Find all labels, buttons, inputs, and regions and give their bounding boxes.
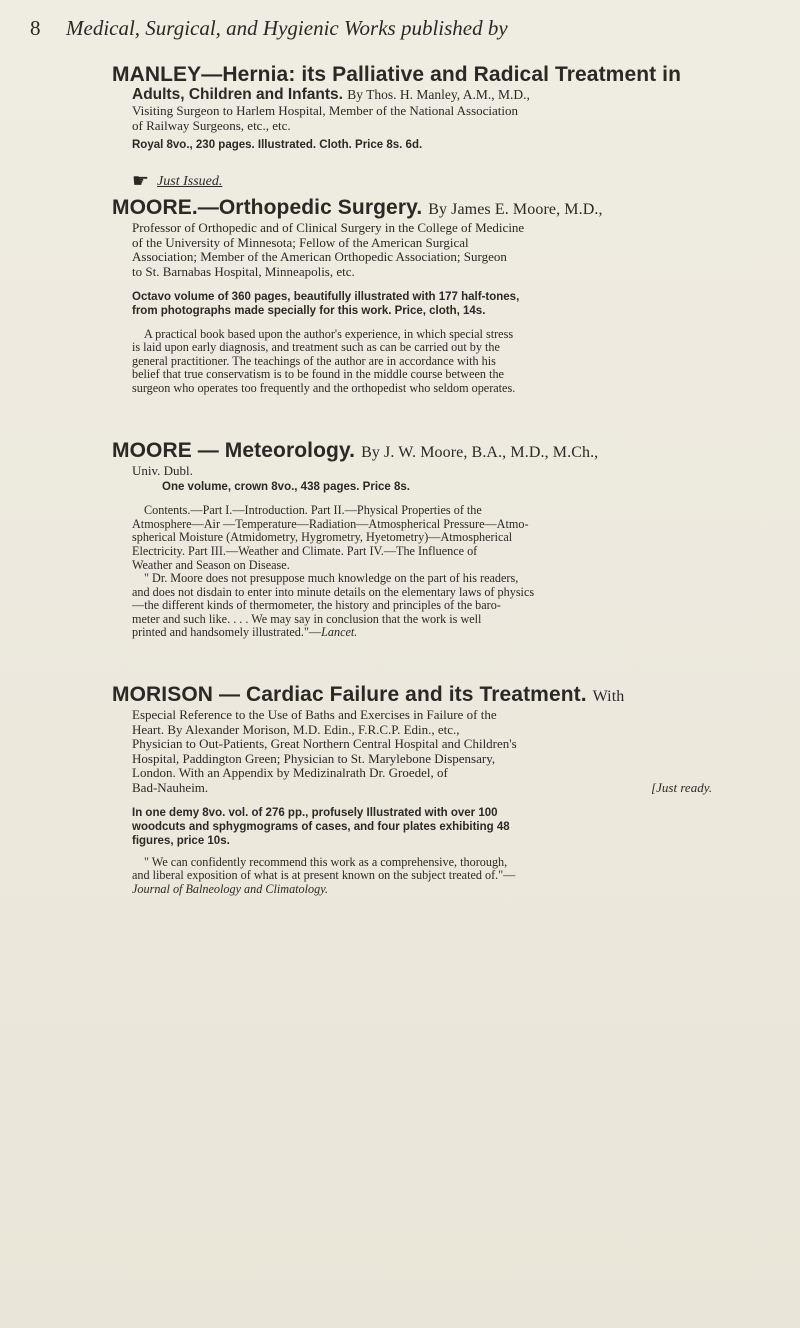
author-description: Association; Member of the American Orthopedic Association; Surgeon: [132, 249, 507, 265]
publication-details: Octavo volume of 360 pages, beautifully illustrated with 177 half-tones,: [132, 290, 520, 303]
publication-details: from photographs made specially for this work. Price, cloth, 14s.: [132, 304, 486, 317]
heading-continuation: With: [592, 688, 625, 706]
contents-list: Contents.—Part I.—Introduction. Part II.—Physical Properties of the: [144, 503, 482, 518]
author-line: By James E. Moore, M.D.,: [428, 201, 603, 219]
publication-details: figures, price 10s.: [132, 834, 230, 847]
publication-details: In one demy 8vo. vol. of 276 pp., profusely Illustrated with over 100: [132, 806, 498, 819]
review-quote: " Dr. Moore does not presuppose much knowledge on the part of his readers,: [144, 571, 519, 586]
publication-details: One volume, crown 8vo., 438 pages. Price 8s.: [162, 481, 410, 494]
author-line: By J. W. Moore, B.A., M.D., M.Ch.,: [361, 443, 599, 461]
author-description: of Railway Surgeons, etc., etc.: [132, 117, 291, 133]
author-description: Univ. Dubl.: [132, 462, 193, 478]
catalogue-content: [112, 64, 712, 896]
availability-status: [Just ready.: [651, 780, 712, 796]
pointing-hand-icon: ☛: [132, 171, 150, 193]
quote-source: Journal of Balneology and Climatology.: [132, 881, 328, 896]
author-description: Professor of Orthopedic and of Clinical Surgery in the College of Medicine: [132, 220, 525, 236]
book-description: London. With an Appendix by Medizinalrath Dr. Groedel, of: [132, 765, 448, 781]
entry-heading: [112, 197, 712, 221]
contents-list: Atmosphere—Air —Temperature—Radiation—Atmospherical Pressure—Atmo-: [132, 516, 529, 531]
contents-list: spherical Moisture (Atmidometry, Hygrometry, Hyetometry)—Atmospherical: [132, 530, 513, 545]
book-blurb: A practical book based upon the author's experience, in which special stress: [144, 326, 514, 341]
just-issued-notice: [132, 172, 712, 191]
page-header: [30, 16, 508, 41]
entry-morison: [112, 684, 712, 896]
author-description: to St. Barnabas Hospital, Minneapolis, etc.: [132, 263, 355, 279]
review-quote: " We can confidently recommend this work as a comprehensive, thorough,: [144, 854, 508, 869]
just-issued-label: Just Issued.: [157, 173, 223, 189]
book-blurb: belief that true conservatism is to be found in the middle course between the: [132, 367, 504, 382]
subheading-text: Adults, Children and Infants.: [132, 86, 343, 103]
contents-list: Electricity. Part III.—Weather and Climate. Part IV.—The Influence of: [132, 543, 478, 558]
contents-list: Weather and Season on Disease.: [132, 557, 290, 572]
entry-heading: MANLEY—Hernia: its Palliative and Radical Treatment in: [112, 63, 682, 86]
book-description: Physician to Out-Patients, Great Northern Central Hospital and Children's: [132, 736, 517, 752]
review-quote: —the different kinds of thermometer, the history and principles of the baro-: [132, 598, 501, 613]
page-number: 8: [30, 16, 41, 40]
entry-heading: [112, 440, 712, 464]
heading-text: MOORE — Meteorology.: [112, 438, 356, 462]
book-description: [132, 781, 712, 796]
book-blurb: general practitioner. The teachings of the author are in accordance with his: [132, 353, 496, 368]
author-description: Visiting Surgeon to Harlem Hospital, Member of the National Association: [132, 103, 519, 118]
publication-details: Royal 8vo., 230 pages. Illustrated. Cloth. Price 8s. 6d.: [132, 139, 423, 152]
entry-heading: [112, 684, 712, 708]
book-blurb: is laid upon early diagnosis, and treatment such as can be carried out by the: [132, 340, 500, 355]
publication-details: woodcuts and sphygmograms of cases, and four plates exhibiting 48: [132, 820, 510, 833]
running-title: Medical, Surgical, and Hygienic Works published by: [66, 16, 508, 40]
review-quote: and liberal exposition of what is at present known on the subject treated of."—: [132, 868, 516, 883]
entry-moore-orthopedic: [112, 197, 712, 395]
book-description: Especial Reference to the Use of Baths and Exercises in Failure of the: [132, 707, 497, 723]
description-text: Bad-Nauheim.: [132, 780, 209, 796]
entry-subheading: [132, 86, 712, 104]
quote-source: Lancet.: [321, 625, 358, 640]
review-quote: and does not disdain to enter into minute details on the elementary laws of physics: [132, 584, 535, 599]
book-description: Heart. By Alexander Morison, M.D. Edin., F.R.C.P. Edin., etc.,: [132, 721, 460, 737]
author-description: of the University of Minnesota; Fellow of the American Surgical: [132, 234, 469, 250]
heading-text: MORISON — Cardiac Failure and its Treatment.: [112, 683, 587, 707]
entry-moore-meteorology: [112, 440, 712, 641]
entry-manley: [112, 64, 712, 152]
quote-text: printed and handsomely illustrated."—: [132, 625, 322, 640]
review-quote: meter and such like. . . . We may say in conclusion that the work is well: [132, 611, 482, 626]
heading-text: MOORE.—Orthopedic Surgery.: [112, 196, 423, 220]
review-quote: [132, 626, 712, 640]
book-blurb: surgeon who operates too frequently and the orthopedist who seldom operates.: [132, 380, 516, 395]
book-description: Hospital, Paddington Green; Physician to St. Marylebone Dispensary,: [132, 750, 496, 766]
author-line: By Thos. H. Manley, A.M., M.D.,: [347, 87, 530, 102]
